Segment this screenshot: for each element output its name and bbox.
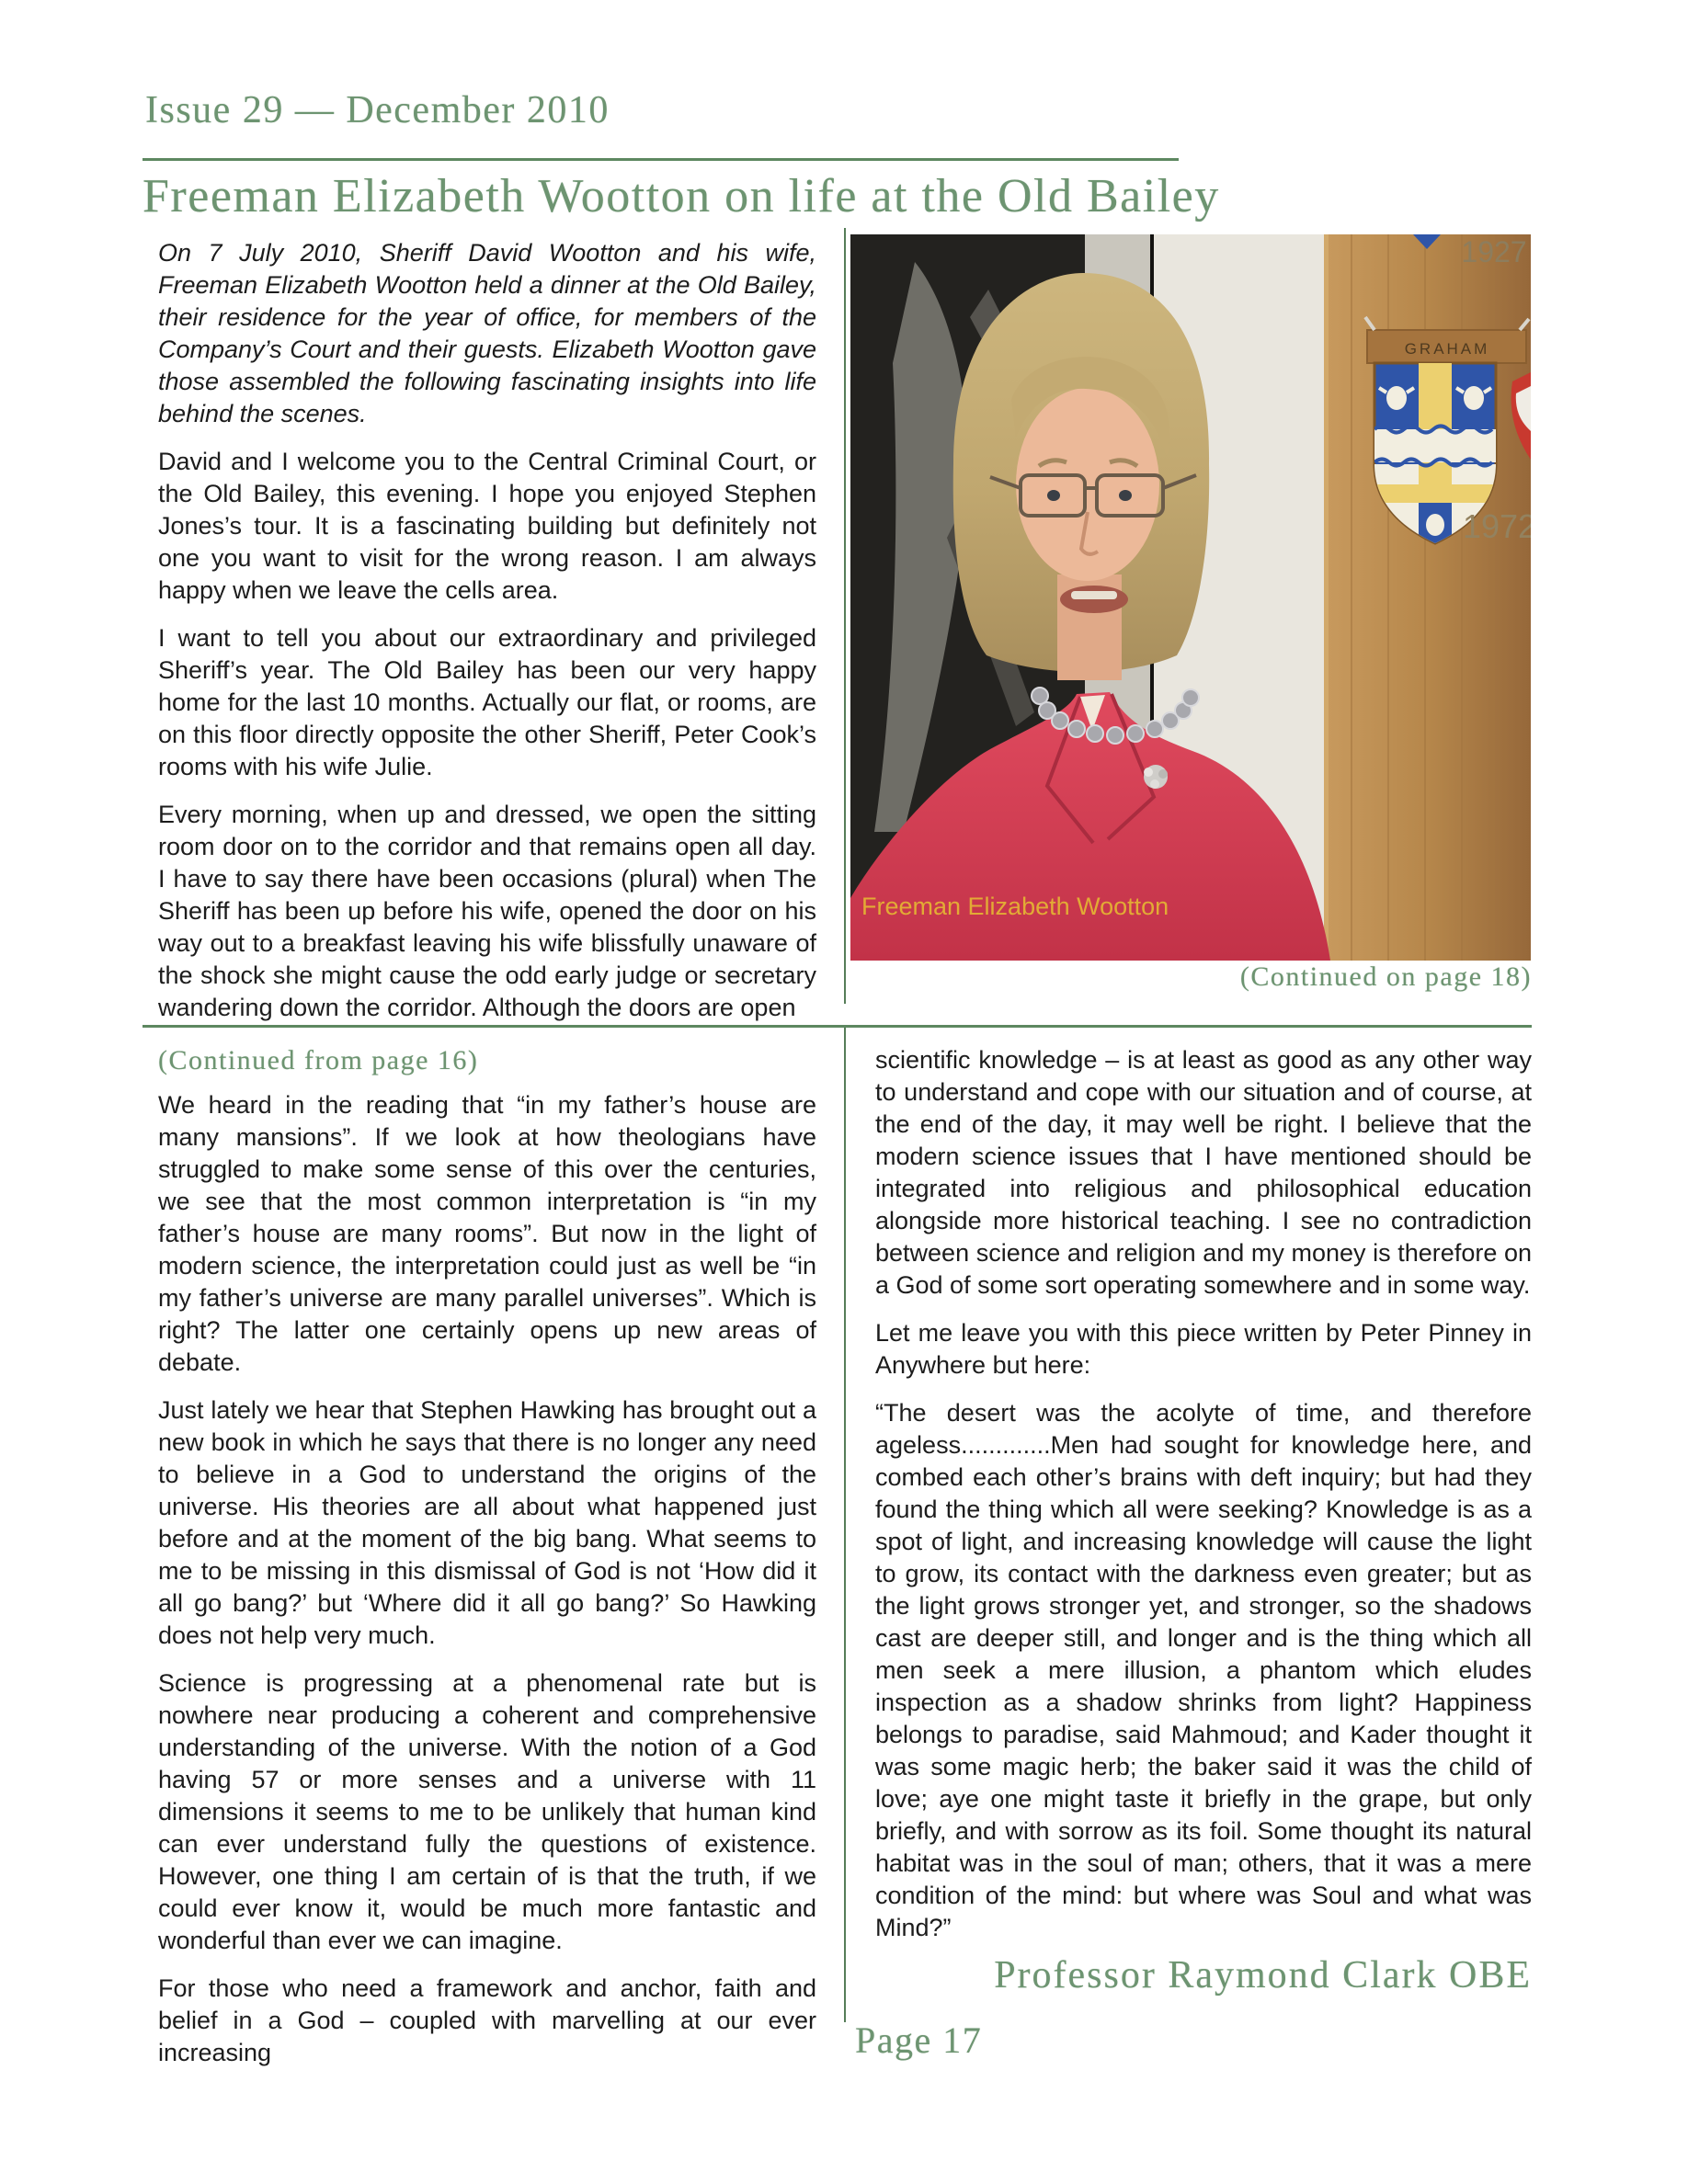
issue-line: Issue 29 — December 2010 [145, 89, 610, 131]
story-paragraph: I want to tell you about our extraordinary and privileged Sheriff’s year. The Old Bailey has been our very happy home for the last 10 months. Actually our flat, or rooms, are on this floor directly opposite the other Sheriff, Peter Cook’s rooms with his wife Julie. [158, 624, 816, 780]
sermon-paragraph: We heard in the reading that “in my father’s house are many mansions”. If we look at how theologians have struggled to make some sense of this over the centuries, we see that the most common interpretation is “in my father’s house are many rooms”. But now in the light of modern science, the interpretation could just as well be “in my father’s universe are many parallel universes”. Which is right? The latter one certainly opens up new areas of debate. [158, 1091, 816, 1376]
mouth [1060, 586, 1128, 613]
photo-freeman-wootton [850, 234, 1531, 961]
section-rule [143, 1025, 1532, 1028]
sermon-paragraph: scientific knowledge – is at least as good as any other way to understand and cope with our situation and of course, at the end of the day, it may well be right. I believe that the modern science issues that I have mentioned should be integrated into religious and philosophical education alongside more historical teaching. I see no contradiction between science and religion and my money is therefore on a God of some sort operating somewhere and in some way. [875, 1046, 1532, 1299]
sermon-left-column [158, 1044, 816, 2085]
photo-illustration [850, 234, 1531, 961]
brooch [1144, 765, 1168, 789]
author-signature: Professor Raymond Clark OBE [994, 1954, 1532, 1996]
sermon-paragraph: Science is progressing at a phenomenal rate but is nowhere near producing a coherent and comprehensive understanding of the universe. With the notion of a God having 57 or more senses and a universe with 11 dimensions it seems to me to be unlikely that human kind can ever understand fully the questions of existence. However, one thing I am certain of is that the truth, if we could ever know it, would be much more fantastic and wonderful than ever we can imagine. [158, 1669, 816, 1954]
page-title: Freeman Elizabeth Wootton on life at the Old Bailey [143, 170, 1220, 222]
sermon-paragraph: Let me leave you with this piece written by Peter Pinney in Anywhere but here: [875, 1319, 1532, 1379]
top-column-divider [844, 228, 846, 1004]
continued-from-note: (Continued from page 16) [158, 1045, 479, 1075]
sermon-paragraph: Just lately we hear that Stephen Hawking has brought out a new book in which he says that there is no longer any need to believe in a God to understand the origins of the universe. His theories are all about what happened just before and at the moment of the big bang. What seems to me to be missing in this dismissal of God is not ‘How did it all go bang?’ but ‘Where did it all go bang?’ So Hawking does not help very much. [158, 1396, 816, 1649]
header-rule [143, 158, 1179, 161]
story-intro: On 7 July 2010, Sheriff David Wootton and his wife, Freeman Elizabeth Wootton held a dinner at the Old Bailey, their residence for the year of office, for members of the Company’s Court and their guests. Elizabeth Wootton gave those assembled the following fascinating insights into life behind the scenes. [158, 239, 816, 427]
sermon-paragraph: “The desert was the acolyte of time, and therefore ageless.............Men had sought for knowledge here, and combed each other’s brains with deft inquiry; but had they found the thing which all were seeking? Knowledge is as a spot of light, and increasing knowledge will cause the light to grow, its contact with the darkness even greater; but as the light grows stronger yet, and stronger, so the shadows cast are deeper still, and longer and is the thing which all men seek a mere illusion, a phantom which eludes inspection as a shadow shrinks from light? Happiness belongs to paradise, said Mahmoud; and Kader thought it was some magic herb; the baker said it was the child of love; aye one might taste it briefly in the grape, but only briefly, and with sorrow as its foil. Some thought its natural habitat was in the soul of man; others, that it was a mere condition of the mind: but where was Soul and what was Mind?” [875, 1399, 1532, 1941]
story-paragraph: Every morning, when up and dressed, we open the sitting room door on to the corridor and that remains open all day. I have to say there have been occasions (plural) when The Sheriff has been up before his wife, opened the door on his way out to a breakfast leaving his wife blissfully unaware of the shock she might cause the odd early judge or secretary wandering down the corridor. Although the doors are open [158, 801, 816, 1021]
story-text-column [158, 237, 816, 1040]
page-number: Page 17 [855, 2019, 983, 2061]
shield-name-label: GRAHAM [1404, 340, 1490, 358]
sermon-paragraph: For those who need a framework and anchor, faith and belief in a God – coupled with marvelling at our ever increasing [158, 1974, 816, 2066]
shield-year-top-label: 1927 [1461, 235, 1527, 268]
photo-caption: Freeman Elizabeth Wootton [861, 893, 1169, 920]
shield-year-label: 1972 [1462, 507, 1531, 545]
story-paragraph: David and I welcome you to the Central Criminal Court, or the Old Bailey, this evening. I hope you enjoyed Stephen Jones’s tour. It is a fascinating building but definitely not one you want to visit for the wrong reason. I am always happy when we leave the cells area. [158, 448, 816, 604]
sermon-right-column [875, 1044, 1532, 1996]
continued-on-note: (Continued on page 18) [1239, 961, 1532, 992]
bottom-column-divider [844, 1028, 846, 2022]
